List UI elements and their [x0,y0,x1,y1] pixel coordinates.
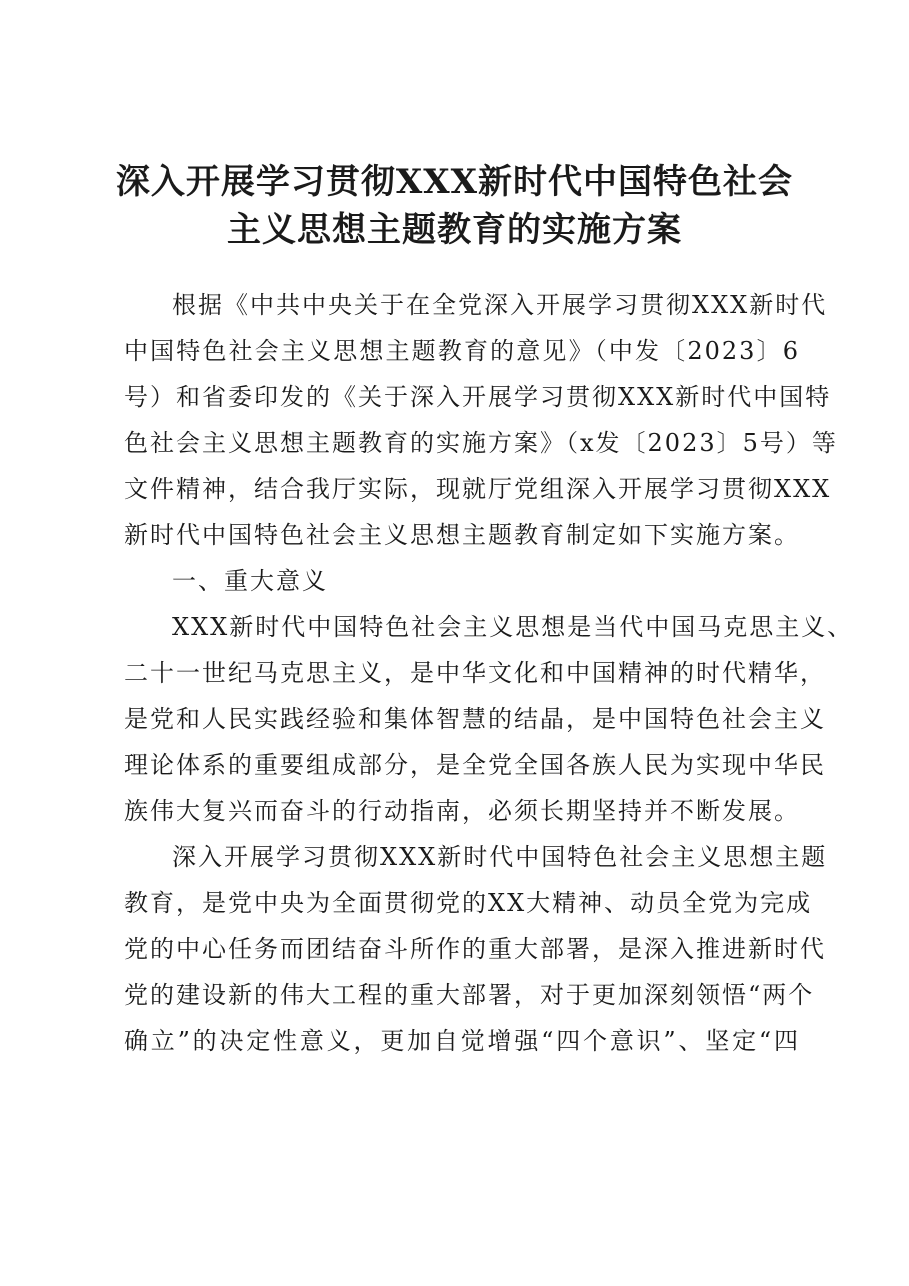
paragraph-line: 深入开展学习贯彻XXX新时代中国特色社会主义思想主题 [172,843,828,871]
document-title-line-2: 主义思想主题教育的实施方案 [227,210,682,250]
paragraph-line: 号）和省委印发的《关于深入开展学习贯彻XXX新时代中国特 [124,383,832,411]
document-body [124,282,854,1064]
paragraph-line: XXX新时代中国特色社会主义思想是当代中国马克思主义、 [172,613,854,641]
paragraph-line: 党的建设新的伟大工程的重大部署，对于更加深刻领悟“两个 [124,981,815,1009]
paragraph-line: 是党和人民实践经验和集体智慧的结晶，是中国特色社会主义 [124,705,826,733]
paragraph-line: 族伟大复兴而奋斗的行动指南，必须长期坚持并不断发展。 [124,797,800,825]
paragraph-line: 理论体系的重要组成部分，是全党全国各族人民为实现中华民 [124,751,826,779]
document-title-line-1: 深入开展学习贯彻XXX新时代中国特色社会 [115,162,794,202]
paragraph-line: 文件精神，结合我厅实际，现就厅党组深入开展学习贯彻XXX [124,475,832,503]
paragraph-line: 二十一世纪马克思主义，是中华文化和中国精神的时代精华， [124,659,826,687]
paragraph-line: 中国特色社会主义思想主题教育的意见》（中发〔2023〕6 [124,337,800,365]
paragraph-line: 党的中心任务而团结奋斗所作的重大部署，是深入推进新时代 [124,935,826,963]
paragraph-line: 色社会主义思想主题教育的实施方案》（x发〔2023〕5号）等 [124,429,838,457]
paragraph-line: 新时代中国特色社会主义思想主题教育制定如下实施方案。 [124,521,800,549]
paragraph-line: 根据《中共中央关于在全党深入开展学习贯彻XXX新时代 [172,291,828,319]
paragraph-line: 确立”的决定性意义，更加自觉增强“四个意识”、坚定“四 [124,1027,800,1055]
section-heading: 一、重大意义 [172,567,328,595]
paragraph-line: 教育，是党中央为全面贯彻党的XX大精神、动员全党为完成 [124,889,813,917]
